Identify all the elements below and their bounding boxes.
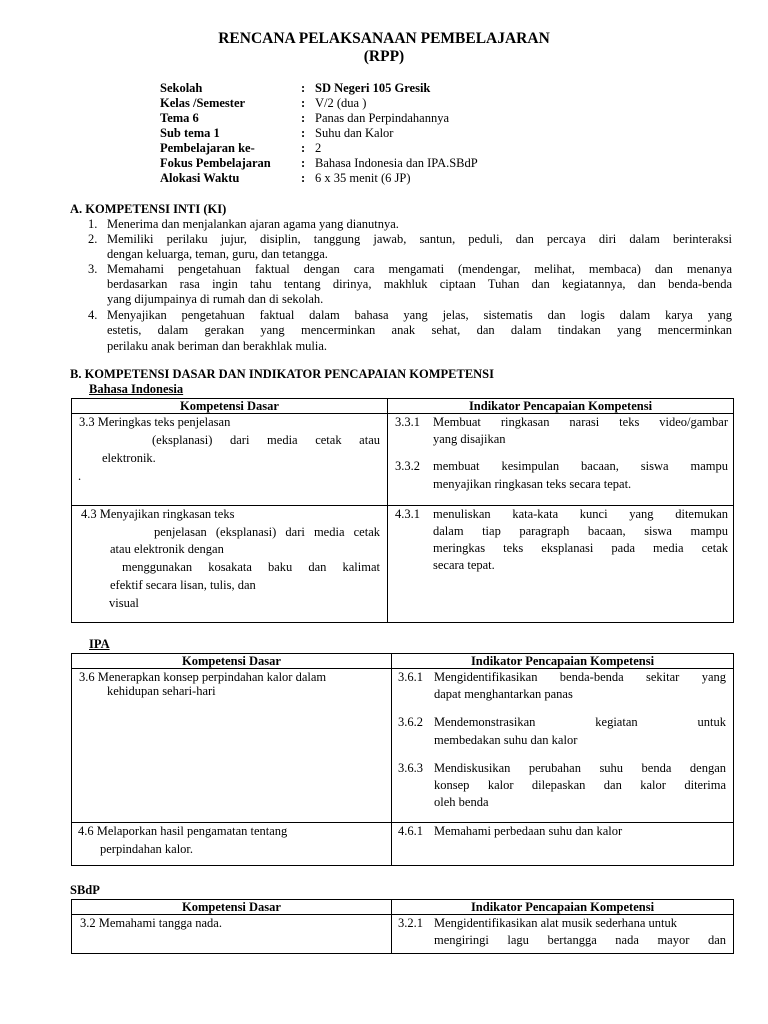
indikator-number: 3.6.2 bbox=[398, 715, 423, 729]
header-indikator: Indikator Pencapaian Kompetensi bbox=[388, 399, 734, 414]
header-indikator: Indikator Pencapaian Kompetensi bbox=[392, 900, 734, 915]
subject-label-ipa: IPA bbox=[89, 637, 110, 651]
kd-line: penjelasan (eksplanasi) dari media cetak bbox=[154, 525, 380, 539]
indikator-cell bbox=[392, 915, 734, 954]
kd-cell bbox=[72, 669, 392, 823]
indikator-line: oleh benda bbox=[434, 795, 489, 809]
kd-line: 3.6 Menerapkan konsep perpindahan kalor dalam bbox=[79, 670, 327, 684]
info-value-theme: Panas dan Perpindahannya bbox=[315, 111, 449, 125]
kd-line: 4.3 Menyajikan ringkasan teks bbox=[81, 507, 235, 521]
info-value-time: 6 x 35 menit (6 JP) bbox=[315, 171, 411, 185]
indikator-line: menuliskan kata-kata kunci yang ditemukan bbox=[433, 507, 728, 521]
ki-number: 1. bbox=[88, 217, 98, 231]
ki-line: Memahami pengetahuan faktual dengan cara mengamati (mendengar, melihat, membaca) dan menanya bbox=[107, 262, 732, 276]
kd-line: efektif secara lisan, tulis, dan bbox=[110, 578, 256, 592]
kd-line: elektronik. bbox=[102, 451, 156, 465]
kd-line: perpindahan kalor. bbox=[100, 842, 194, 856]
indikator-number: 3.3.1 bbox=[395, 415, 420, 429]
indikator-line: membuat kesimpulan bacaan, siswa mampu bbox=[433, 459, 728, 473]
info-colon: : bbox=[301, 111, 306, 125]
info-value-focus: Bahasa Indonesia dan IPA.SBdP bbox=[315, 156, 478, 170]
header-kompetensi-dasar: Kompetensi Dasar bbox=[72, 399, 388, 414]
indikator-number: 3.6.1 bbox=[398, 670, 423, 684]
kd-line: kehidupan sehari-hari bbox=[107, 684, 216, 698]
info-label-lesson: Pembelajaran ke- bbox=[160, 141, 255, 155]
indikator-cell bbox=[392, 669, 734, 823]
indikator-line: konsep kalor dilepaskan dan kalor diterima bbox=[434, 778, 726, 792]
section-a-heading: A. KOMPETENSI INTI (KI) bbox=[70, 202, 227, 216]
document-subtitle: (RPP) bbox=[363, 48, 405, 65]
indikator-line: secara tepat. bbox=[433, 558, 495, 572]
indikator-line: mengiringi lagu bertangga nada mayor dan bbox=[434, 933, 726, 947]
header-kompetensi-dasar: Kompetensi Dasar bbox=[72, 900, 392, 915]
indikator-number: 4.3.1 bbox=[395, 507, 420, 521]
indikator-number: 3.2.1 bbox=[398, 916, 423, 930]
info-label-focus: Fokus Pembelajaran bbox=[160, 156, 271, 170]
kd-line: visual bbox=[109, 596, 139, 610]
kd-cell bbox=[72, 823, 392, 866]
indikator-line: Mengidentifikasikan alat musik sederhana untuk bbox=[434, 916, 677, 930]
kd-line: (eksplanasi) dari media cetak atau bbox=[152, 433, 380, 447]
indikator-line: Mendemonstrasikan kegiatan untuk bbox=[434, 715, 726, 729]
kd-line: 4.6 Melaporkan hasil pengamatan tentang bbox=[78, 824, 288, 838]
info-label-class: Kelas /Semester bbox=[160, 96, 246, 110]
indikator-line: Membuat ringkasan narasi teks video/gambar bbox=[433, 415, 728, 429]
kd-line: 3.3 Meringkas teks penjelasan bbox=[79, 415, 231, 429]
ki-number: 3. bbox=[88, 262, 98, 276]
indikator-line: dapat menghantarkan panas bbox=[434, 687, 573, 701]
kd-table-ipa bbox=[71, 653, 734, 866]
kd-table-bahasa-indonesia bbox=[71, 398, 734, 623]
section-b-heading: B. KOMPETENSI DASAR DAN INDIKATOR PENCAPAIAN KOMPETENSI bbox=[70, 367, 494, 381]
info-colon: : bbox=[301, 141, 306, 155]
ki-line: dengan keluarga, teman, guru, dan tetangga. bbox=[107, 247, 328, 261]
info-colon: : bbox=[301, 156, 306, 170]
header-kompetensi-dasar: Kompetensi Dasar bbox=[72, 654, 392, 669]
header-indikator: Indikator Pencapaian Kompetensi bbox=[392, 654, 734, 669]
indikator-line: Mengidentifikasikan benda-benda sekitar yang bbox=[434, 670, 726, 684]
ki-line: Memiliki perilaku jujur, disiplin, tanggung jawab, santun, peduli, dan percaya diri dalam berinteraksi bbox=[107, 232, 732, 246]
kd-table-sbdp bbox=[71, 899, 734, 954]
ki-number: 2. bbox=[88, 232, 98, 246]
info-label-time: Alokasi Waktu bbox=[160, 171, 240, 185]
info-label-school: Sekolah bbox=[160, 81, 203, 95]
kd-cell bbox=[72, 506, 388, 623]
subject-label-bahasa-indonesia: Bahasa Indonesia bbox=[89, 382, 184, 396]
subject-label-sbdp: SBdP bbox=[70, 883, 100, 897]
info-colon: : bbox=[301, 96, 306, 110]
indikator-line: Memahami perbedaan suhu dan kalor bbox=[434, 824, 623, 838]
info-label-subtheme: Sub tema 1 bbox=[160, 126, 220, 140]
ki-line: estetis, dalam gerakan yang mencerminkan anak sehat, dan dalam tindakan yang mencerminkan bbox=[107, 323, 732, 337]
info-value-lesson: 2 bbox=[315, 141, 322, 155]
indikator-line: Mendiskusikan perubahan suhu benda dengan bbox=[434, 761, 726, 775]
kd-line: . bbox=[78, 469, 82, 483]
info-value-class: V/2 (dua ) bbox=[315, 96, 367, 110]
indikator-cell bbox=[388, 506, 734, 623]
kd-line: atau elektronik dengan bbox=[110, 542, 224, 556]
info-colon: : bbox=[301, 81, 306, 95]
kd-line: menggunakan kosakata baku dan kalimat bbox=[122, 560, 380, 574]
indikator-line: menyajikan ringkasan teks secara tepat. bbox=[433, 477, 632, 491]
ki-line: Menyajikan pengetahuan faktual dalam bahasa yang jelas, sistematis dan logis dalam karya yang bbox=[107, 308, 732, 322]
document-title: RENCANA PELAKSANAAN PEMBELAJARAN bbox=[218, 30, 550, 47]
info-value-school: SD Negeri 105 Gresik bbox=[315, 81, 431, 95]
indikator-line: meringkas teks eksplanasi pada media cetak bbox=[433, 541, 728, 555]
ki-number: 4. bbox=[88, 308, 98, 322]
kd-cell bbox=[72, 414, 388, 506]
ki-line: perilaku anak beriman dan berakhlak mulia. bbox=[107, 339, 328, 353]
indikator-line: yang disajikan bbox=[433, 432, 506, 446]
info-colon: : bbox=[301, 126, 306, 140]
indikator-cell bbox=[388, 414, 734, 506]
kd-line: 3.2 Memahami tangga nada. bbox=[80, 916, 222, 930]
info-label-theme: Tema 6 bbox=[160, 111, 199, 125]
info-colon: : bbox=[301, 171, 306, 185]
indikator-line: membedakan suhu dan kalor bbox=[434, 733, 578, 747]
kd-cell bbox=[72, 915, 392, 954]
ki-line: yang dijumpainya di rumah dan di sekolah. bbox=[107, 292, 324, 306]
info-value-subtheme: Suhu dan Kalor bbox=[315, 126, 394, 140]
indikator-number: 3.6.3 bbox=[398, 761, 423, 775]
indikator-cell bbox=[392, 823, 734, 866]
ki-line: Menerima dan menjalankan ajaran agama yang dianutnya. bbox=[107, 217, 399, 231]
indikator-line: dalam tiap paragraph bacaan, siswa mampu bbox=[433, 524, 728, 538]
indikator-number: 3.3.2 bbox=[395, 459, 420, 473]
ki-line: berdasarkan rasa ingin tahu tentang dirinya, makhluk ciptaan Tuhan dan kegiatannya, dan benda-benda bbox=[107, 277, 732, 291]
indikator-number: 4.6.1 bbox=[398, 824, 423, 838]
